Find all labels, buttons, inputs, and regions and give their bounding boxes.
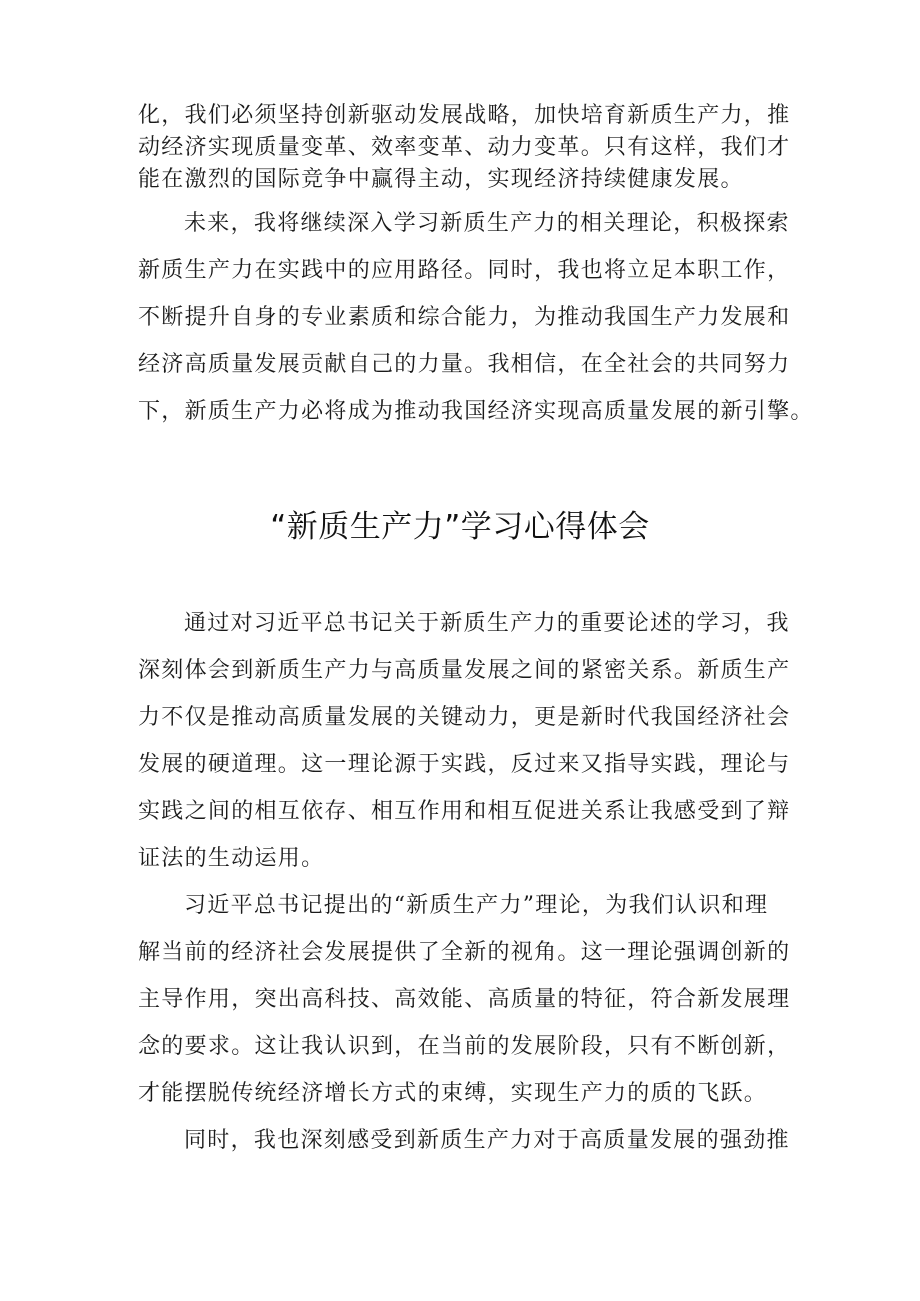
text-line: 证法的生动运用。 [138,846,325,871]
text-line: 习近平总书记提出的“新质生产力”理论，为我们认识和理 [184,893,769,918]
text-line: 通过对习近平总书记关于新质生产力的重要论述的学习，我 [184,611,790,636]
text-line: 动经济实现质量变革、效率变革、动力变革。只有这样，我们才 [138,135,791,160]
text-line: 主导作用，突出高科技、高效能、高质量的特征，符合新发展理 [138,987,791,1012]
text-line: 下，新质生产力必将成为推动我国经济实现高质量发展的新引擎。 [138,399,814,424]
text-line: 不断提升自身的专业素质和综合能力，为推动我国生产力发展和 [138,305,791,330]
essay-title: “新质生产力”学习心得体会 [270,509,650,545]
text-line: 化，我们必须坚持创新驱动发展战略，加快培育新质生产力，推 [138,103,791,128]
text-line: 经济高质量发展贡献自己的力量。我相信，在全社会的共同努力 [138,352,791,377]
text-line: 才能摆脱传统经济增长方式的束缚，实现生产力的质的飞跃。 [138,1081,768,1106]
text-line: 力不仅是推动高质量发展的关键动力，更是新时代我国经济社会 [138,705,791,730]
text-line: 解当前的经济社会发展提供了全新的视角。这一理论强调创新的 [138,940,791,965]
text-line: 能在激烈的国际竞争中赢得主动，实现经济持续健康发展。 [138,167,744,192]
text-line: 同时，我也深刻感受到新质生产力对于高质量发展的强劲推 [184,1128,790,1153]
text-line: 发展的硬道理。这一理论源于实践，反过来又指导实践，理论与 [138,752,791,777]
text-line: 未来，我将继续深入学习新质生产力的相关理论，积极探索 [184,211,790,236]
text-line: 新质生产力在实践中的应用路径。同时，我也将立足本职工作， [138,258,791,283]
text-line: 念的要求。这让我认识到，在当前的发展阶段，只有不断创新， [138,1034,791,1059]
text-line: 深刻体会到新质生产力与高质量发展之间的紧密关系。新质生产 [138,658,791,683]
text-line: 实践之间的相互依存、相互作用和相互促进关系让我感受到了辩 [138,799,791,824]
